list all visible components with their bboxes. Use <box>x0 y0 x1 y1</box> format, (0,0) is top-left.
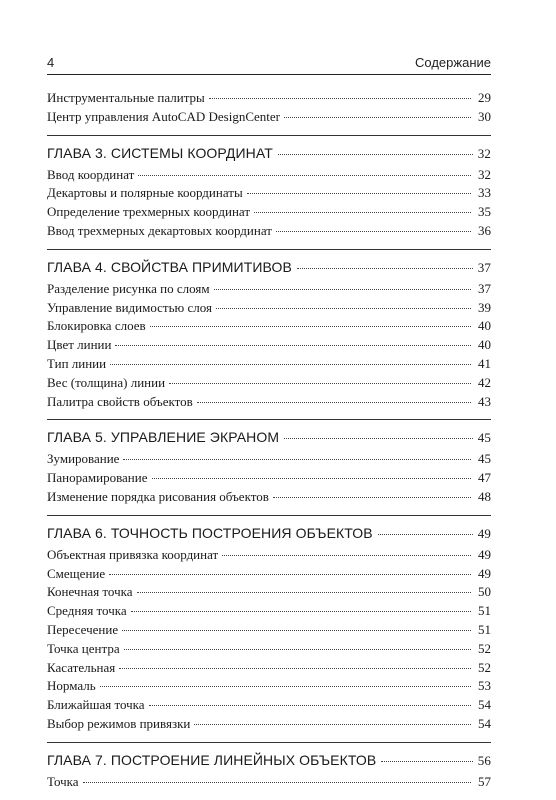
entry-title: Конечная точка <box>47 584 133 600</box>
page-reference: 50 <box>478 584 491 600</box>
page-reference: 54 <box>478 697 491 713</box>
page-reference: 52 <box>478 640 491 656</box>
entry-title: Ввод трехмерных декартовых координат <box>47 222 272 238</box>
page-reference: 40 <box>478 337 491 353</box>
toc-entry[interactable] <box>47 109 491 128</box>
dot-leader <box>149 705 471 706</box>
dot-leader <box>297 268 473 269</box>
toc-entry[interactable] <box>47 678 491 697</box>
dot-leader <box>83 782 471 783</box>
page-reference: 35 <box>478 204 491 220</box>
dot-leader <box>110 364 471 365</box>
chapter-divider <box>47 249 491 250</box>
entry-title: Инструментальные палитры <box>47 90 205 105</box>
entry-title: Разделение рисунка по слоям <box>47 280 210 296</box>
chapter-title: ГЛАВА 7. ПОСТРОЕНИЕ ЛИНЕЙНЫХ ОБЪЕКТОВ <box>47 751 377 768</box>
dot-leader <box>137 592 471 593</box>
dot-leader <box>152 478 472 479</box>
page-reference: 41 <box>478 355 491 371</box>
page-reference: 43 <box>478 393 491 409</box>
toc-entry[interactable] <box>47 584 491 603</box>
dot-leader <box>278 154 473 155</box>
chapter-divider <box>47 419 491 420</box>
entry-title: Точка центра <box>47 640 120 656</box>
entry-title: Палитра свойств объектов <box>47 393 193 409</box>
chapter-title: ГЛАВА 4. СВОЙСТВА ПРИМИТИВОВ <box>47 258 292 275</box>
dot-leader <box>100 686 471 687</box>
toc-entry[interactable] <box>47 451 491 470</box>
dot-leader <box>273 497 471 498</box>
toc-chapter[interactable] <box>47 752 491 774</box>
dot-leader <box>197 402 471 403</box>
entry-title: Выбор режимов привязки <box>47 715 191 731</box>
entry-title: Тип линии <box>47 355 107 371</box>
toc-chapter[interactable] <box>47 259 491 281</box>
dot-leader <box>138 175 471 176</box>
table-of-contents <box>47 90 491 793</box>
page-reference: 29 <box>478 90 491 105</box>
page-reference: 33 <box>478 185 491 201</box>
page-reference: 51 <box>478 621 491 637</box>
toc-entry[interactable] <box>47 90 491 109</box>
dot-leader <box>150 326 471 327</box>
dot-leader <box>216 308 471 309</box>
page-reference: 40 <box>478 318 491 334</box>
dot-leader <box>131 611 471 612</box>
toc-entry[interactable] <box>47 774 491 793</box>
toc-entry[interactable] <box>47 300 491 319</box>
toc-entry[interactable] <box>47 547 491 566</box>
dot-leader <box>247 193 471 194</box>
page-reference: 32 <box>478 166 491 182</box>
chapter-title: ГЛАВА 3. СИСТЕМЫ КООРДИНАТ <box>47 144 273 161</box>
page-reference: 53 <box>478 678 491 694</box>
chapter-title: ГЛАВА 6. ТОЧНОСТЬ ПОСТРОЕНИЯ ОБЪЕКТОВ <box>47 524 373 541</box>
toc-entry[interactable] <box>47 566 491 585</box>
entry-title: Блокировка слоев <box>47 318 146 334</box>
entry-title: Объектная привязка координат <box>47 546 219 562</box>
entry-title: Ближайшая точка <box>47 697 145 713</box>
dot-leader <box>276 231 471 232</box>
entry-title: Вес (толщина) линии <box>47 374 166 390</box>
page-number: 4 <box>47 55 55 70</box>
toc-chapter[interactable] <box>47 145 491 167</box>
page-reference: 56 <box>477 752 491 768</box>
entry-title: Изменение порядка рисования объектов <box>47 488 269 504</box>
page-reference: 42 <box>478 374 491 390</box>
toc-entry[interactable] <box>47 394 491 413</box>
page-reference: 57 <box>478 773 491 789</box>
entry-title: Точка <box>47 773 79 789</box>
entry-title: Цвет линии <box>47 337 112 353</box>
page-reference: 48 <box>478 488 491 504</box>
dot-leader <box>209 98 471 99</box>
page-reference: 37 <box>478 280 491 296</box>
toc-entry[interactable] <box>47 337 491 356</box>
chapter-title: ГЛАВА 5. УПРАВЛЕНИЕ ЭКРАНОМ <box>47 429 280 446</box>
dot-leader <box>115 345 471 346</box>
toc-entry[interactable] <box>47 223 491 242</box>
entry-title: Пересечение <box>47 621 119 637</box>
page-reference: 49 <box>478 546 491 562</box>
chapter-divider <box>47 742 491 743</box>
toc-entry[interactable] <box>47 167 491 186</box>
entry-title: Ввод координат <box>47 166 135 182</box>
toc-chapter[interactable] <box>47 525 491 547</box>
page-reference: 39 <box>478 299 491 315</box>
dot-leader <box>194 724 471 725</box>
page-reference: 49 <box>478 565 491 581</box>
page-reference: 30 <box>478 108 491 124</box>
section-title: Содержание <box>415 55 491 70</box>
dot-leader <box>378 534 473 535</box>
toc-entry[interactable] <box>47 603 491 622</box>
page-reference: 52 <box>478 659 491 675</box>
toc-chapter[interactable] <box>47 429 491 451</box>
dot-leader <box>169 383 471 384</box>
page-reference: 54 <box>478 715 491 731</box>
entry-title: Определение трехмерных координат <box>47 204 251 220</box>
toc-entry[interactable] <box>47 716 491 735</box>
dot-leader <box>284 438 473 439</box>
page-reference: 36 <box>478 222 491 238</box>
page-reference: 37 <box>477 259 491 275</box>
chapter-divider <box>47 135 491 136</box>
dot-leader <box>381 761 472 762</box>
page-reference: 49 <box>477 525 491 541</box>
entry-title: Касательная <box>47 659 116 675</box>
toc-entry[interactable] <box>47 697 491 716</box>
entry-title: Средняя точка <box>47 603 127 619</box>
dot-leader <box>214 289 471 290</box>
toc-entry[interactable] <box>47 470 491 489</box>
dot-leader <box>122 630 471 631</box>
toc-entry[interactable] <box>47 641 491 660</box>
dot-leader <box>284 117 471 118</box>
page-reference: 45 <box>477 430 491 446</box>
entry-title: Центр управления AutoCAD DesignCenter <box>47 108 280 124</box>
toc-entry[interactable] <box>47 489 491 508</box>
toc-entry[interactable] <box>47 660 491 679</box>
entry-title: Декартовы и полярные координаты <box>47 185 243 201</box>
dot-leader <box>109 574 471 575</box>
toc-entry[interactable] <box>47 281 491 300</box>
page-reference: 32 <box>477 145 491 161</box>
toc-entry[interactable] <box>47 318 491 337</box>
chapter-divider <box>47 515 491 516</box>
toc-entry[interactable] <box>47 185 491 204</box>
entry-title: Зумирование <box>47 451 120 467</box>
dot-leader <box>254 212 471 213</box>
entry-title: Управление видимостью слоя <box>47 299 212 315</box>
toc-entry[interactable] <box>47 204 491 223</box>
dot-leader <box>222 555 471 556</box>
dot-leader <box>124 649 471 650</box>
entry-title: Нормаль <box>47 678 96 694</box>
entry-title: Панорамирование <box>47 470 148 486</box>
page-reference: 51 <box>478 603 491 619</box>
page-header <box>47 48 491 75</box>
page-reference: 47 <box>478 470 491 486</box>
page-reference: 45 <box>478 451 491 467</box>
entry-title: Смещение <box>47 565 106 581</box>
toc-entry[interactable] <box>47 622 491 641</box>
toc-entry[interactable] <box>47 356 491 375</box>
dot-leader <box>123 459 471 460</box>
dot-leader <box>119 668 471 669</box>
toc-entry[interactable] <box>47 375 491 394</box>
